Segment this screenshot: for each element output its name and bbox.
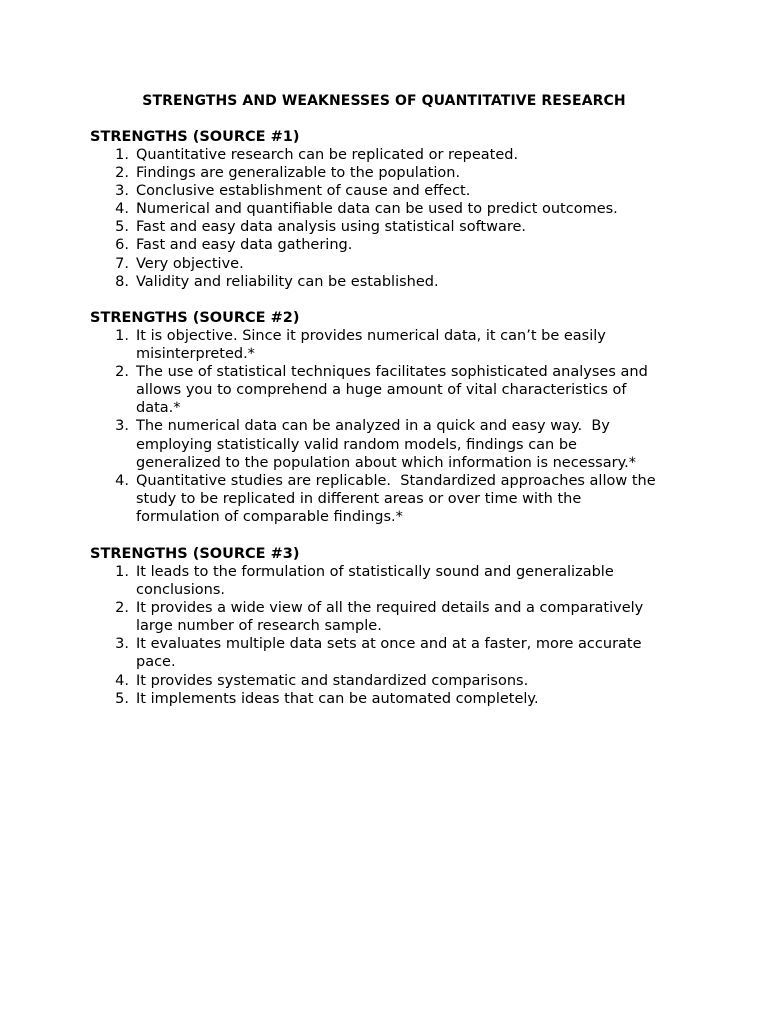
section-source-3 [90,545,690,708]
list-item-text: Fast and easy data gathering. [136,237,353,254]
numbered-list [90,146,690,291]
list-item-number: 5. [115,219,129,236]
section-source-1 [90,128,690,291]
list-item-text: Very objective. [136,255,244,272]
section-heading: STRENGTHS (SOURCE #2) [90,310,300,326]
list-item-text: Quantitative research can be replicated or repeated. [136,147,519,163]
list-item [90,690,690,708]
list-item-text: It provides systematic and standardized comparisons. [136,672,529,689]
list-item-text: The numerical data can be analyzed in a quick and easy way. By employing statistically valid random models, findings can be generalized to the population about which information is necessary.* [136,418,636,471]
list-item [90,563,690,599]
list-item [90,218,690,236]
list-item [90,200,690,218]
list-item-text: It leads to the formulation of statistically sound and generalizable conclusions. [136,564,614,599]
list-item [90,327,690,363]
list-item-number: 7. [115,255,129,272]
list-item-text: Conclusive establishment of cause and effect. [136,183,471,200]
list-item-text: Validity and reliability can be established. [136,273,439,290]
list-item-text: Findings are generalizable to the population. [136,165,461,182]
list-item-number: 3. [115,418,129,435]
list-item [90,273,690,291]
numbered-list [90,563,690,708]
list-item-text: It is objective. Since it provides numerical data, it can’t be easily misinterpreted.* [136,328,606,363]
list-item-text: It implements ideas that can be automated completely. [136,690,539,707]
list-item-number: 1. [115,564,129,580]
list-item [90,255,690,273]
list-item-number: 2. [115,364,129,381]
list-item-number: 2. [115,600,129,617]
list-item-text: It evaluates multiple data sets at once and at a faster, more accurate pace. [136,636,642,671]
section-source-2 [90,309,690,526]
list-item-number: 4. [115,472,129,489]
list-item [90,472,690,526]
list-item [90,164,690,182]
list-item-number: 8. [115,273,129,290]
list-item [90,182,690,200]
numbered-list [90,327,690,526]
list-item-number: 5. [115,690,129,707]
list-item [90,599,690,635]
list-item [90,417,690,471]
list-item-text: The use of statistical techniques facilitates sophisticated analyses and allows you to comprehend a huge amount of vital characteristics of data.* [136,364,648,417]
list-item-number: 4. [115,672,129,689]
list-item-number: 2. [115,165,129,182]
section-heading: STRENGTHS (SOURCE #1) [90,129,300,145]
document-title: STRENGTHS AND WEAKNESSES OF QUANTITATIVE RESEARCH [142,93,626,109]
list-item-number: 6. [115,237,129,254]
list-item-number: 3. [115,183,129,200]
list-item-number: 4. [115,201,129,218]
list-item-text: Quantitative studies are replicable. Standardized approaches allow the study to be replicated in different areas or over time with the formulation of comparable findings.* [136,472,656,525]
list-item-text: Fast and easy data analysis using statistical software. [136,219,527,236]
section-heading: STRENGTHS (SOURCE #3) [90,546,300,562]
list-item [90,672,690,690]
list-item [90,635,690,671]
list-item [90,146,690,164]
list-item-text: It provides a wide view of all the required details and a comparatively large number of research sample. [136,600,644,635]
list-item-number: 1. [115,328,129,344]
list-item [90,363,690,417]
list-item [90,236,690,254]
list-item-number: 1. [115,147,129,163]
list-item-text: Numerical and quantifiable data can be used to predict outcomes. [136,201,618,218]
list-item-number: 3. [115,636,129,653]
